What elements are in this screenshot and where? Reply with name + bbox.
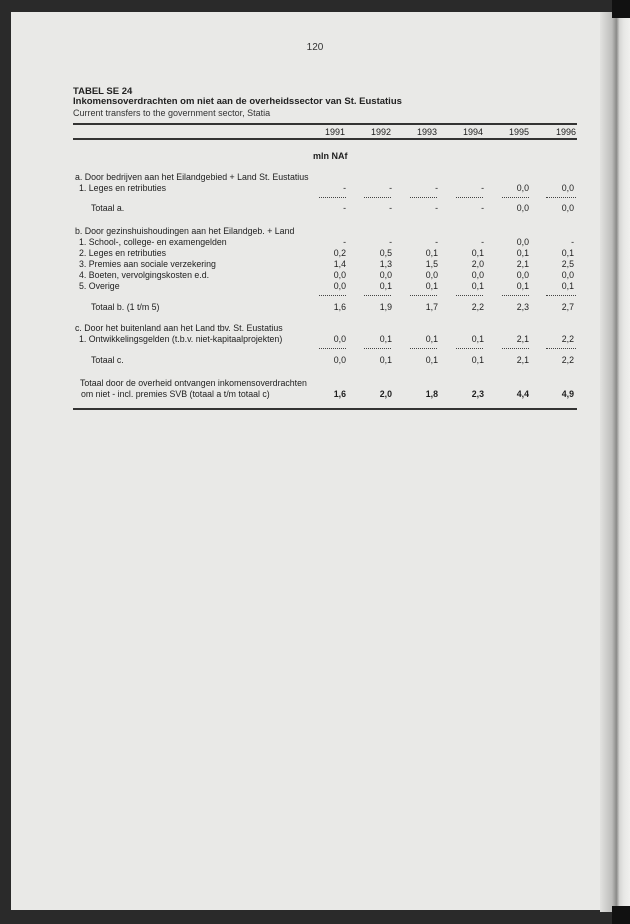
- cell: 2,2: [471, 302, 484, 312]
- section-label: b. Door gezinshuishoudingen aan het Eilandgeb. + Land: [75, 226, 295, 236]
- table-id: TABEL SE 24: [73, 86, 133, 97]
- cell: 0,2: [333, 248, 346, 258]
- row-label: 2. Leges en retributies: [79, 248, 167, 258]
- cell: 0,0: [561, 270, 574, 280]
- cell: 1,6: [333, 389, 346, 399]
- cell: 0,0: [516, 183, 529, 193]
- cell: 2,1: [516, 259, 529, 269]
- cell: 0,1: [379, 355, 392, 365]
- table-row: [0, 281, 630, 292]
- grand-total-label: om niet - incl. premies SVB (totaal a t/m totaal c): [81, 389, 270, 399]
- cell: 2,2: [561, 355, 574, 365]
- cell: 1,8: [425, 389, 438, 399]
- cell: 0,5: [379, 248, 392, 258]
- cell: 0,1: [471, 281, 484, 291]
- cell: 0,0: [516, 270, 529, 280]
- cell: -: [343, 237, 346, 247]
- cell: 0,0: [471, 270, 484, 280]
- section-label: c. Door het buitenland aan het Land tbv. St. Eustatius: [75, 323, 283, 333]
- total-label: Totaal c.: [91, 355, 124, 365]
- background-corner: [612, 906, 630, 924]
- cell: 0,1: [425, 248, 438, 258]
- table-title-dutch: Inkomensoverdrachten om niet aan de overheidssector van St. Eustatius: [73, 96, 402, 107]
- cell: 2,7: [561, 302, 574, 312]
- cell: 2,2: [561, 334, 574, 344]
- grand-total-label-line-1: [0, 378, 630, 389]
- cell: 0,1: [516, 281, 529, 291]
- cell: 1,6: [333, 302, 346, 312]
- row-label: 1. School-, college- en examengelden: [79, 237, 227, 247]
- cell: -: [481, 183, 484, 193]
- row-label: 5. Overige: [79, 281, 120, 291]
- cell: 0,0: [379, 270, 392, 280]
- section-b-header: [0, 226, 630, 237]
- cell: -: [389, 203, 392, 213]
- cell: 0,0: [516, 203, 529, 213]
- cell: -: [389, 237, 392, 247]
- total-row: [0, 203, 630, 214]
- year-header: 1992: [370, 127, 391, 137]
- cell: 0,1: [561, 281, 574, 291]
- year-header: 1995: [508, 127, 529, 137]
- book-spine-shadow: [600, 12, 630, 912]
- document-page: [11, 12, 616, 910]
- year-header: 1996: [555, 127, 576, 137]
- cell: 0,0: [425, 270, 438, 280]
- table-row: [0, 237, 630, 248]
- cell: 2,5: [561, 259, 574, 269]
- section-c-header: [0, 323, 630, 334]
- grand-total-label: Totaal door de overheid ontvangen inkomensoverdrachten: [80, 378, 307, 388]
- cell: -: [343, 203, 346, 213]
- cell: 0,1: [379, 281, 392, 291]
- cell: 4,4: [516, 389, 529, 399]
- cell: 2,0: [471, 259, 484, 269]
- cell: 0,0: [516, 237, 529, 247]
- cell: 0,1: [471, 334, 484, 344]
- cell: -: [571, 237, 574, 247]
- year-header: 1991: [324, 127, 345, 137]
- cell: 0,1: [516, 248, 529, 258]
- row-label: 3. Premies aan sociale verzekering: [79, 259, 216, 269]
- table-row: [0, 334, 630, 345]
- row-label: 4. Boeten, vervolgingskosten e.d.: [79, 270, 210, 280]
- page-number: 120: [306, 42, 324, 53]
- grand-total-row: [0, 389, 630, 400]
- year-header: 1994: [462, 127, 483, 137]
- cell: 1,7: [425, 302, 438, 312]
- cell: 0,1: [425, 334, 438, 344]
- table-title-english: Current transfers to the government sector, Statia: [73, 108, 271, 118]
- cell: 2,1: [516, 334, 529, 344]
- table-row: [0, 259, 630, 270]
- row-label: 1. Ontwikkelingsgelden (t.b.v. niet-kapitaalprojekten): [79, 334, 283, 344]
- cell: 1,4: [333, 259, 346, 269]
- cell: -: [481, 237, 484, 247]
- cell: 0,0: [333, 281, 346, 291]
- total-row: [0, 355, 630, 366]
- cell: -: [435, 183, 438, 193]
- unit-label: mln NAf: [313, 151, 348, 161]
- cell: 2,1: [516, 355, 529, 365]
- total-label: Totaal a.: [91, 203, 125, 213]
- cell: 0,0: [561, 203, 574, 213]
- section-label: a. Door bedrijven aan het Eilandgebied + Land St. Eustatius: [75, 172, 309, 182]
- cell: 0,0: [333, 270, 346, 280]
- cell: 0,1: [425, 355, 438, 365]
- table-row: [0, 183, 630, 194]
- table-row: [0, 248, 630, 259]
- section-a-header: [0, 172, 630, 183]
- cell: 0,0: [561, 183, 574, 193]
- table-bottom-rule: [73, 408, 577, 410]
- cell: 0,1: [471, 355, 484, 365]
- table-row: [0, 270, 630, 281]
- cell: 0,1: [425, 281, 438, 291]
- cell: 1,3: [379, 259, 392, 269]
- row-label: 1. Leges en retributies: [79, 183, 167, 193]
- cell: 0,0: [333, 355, 346, 365]
- total-row: [0, 302, 630, 313]
- cell: 1,9: [379, 302, 392, 312]
- background-corner: [612, 0, 630, 18]
- cell: -: [389, 183, 392, 193]
- total-label: Totaal b. (1 t/m 5): [91, 302, 160, 312]
- cell: 0,1: [379, 334, 392, 344]
- cell: 2,3: [471, 389, 484, 399]
- cell: -: [343, 183, 346, 193]
- table-top-rule: [73, 123, 577, 125]
- cell: 2,3: [516, 302, 529, 312]
- cell: 1,5: [425, 259, 438, 269]
- year-header: 1993: [416, 127, 437, 137]
- cell: 4,9: [561, 389, 574, 399]
- cell: -: [481, 203, 484, 213]
- cell: 0,1: [471, 248, 484, 258]
- cell: 0,0: [333, 334, 346, 344]
- header-bottom-rule: [73, 138, 577, 140]
- cell: -: [435, 237, 438, 247]
- cell: 0,1: [561, 248, 574, 258]
- cell: 2,0: [379, 389, 392, 399]
- cell: -: [435, 203, 438, 213]
